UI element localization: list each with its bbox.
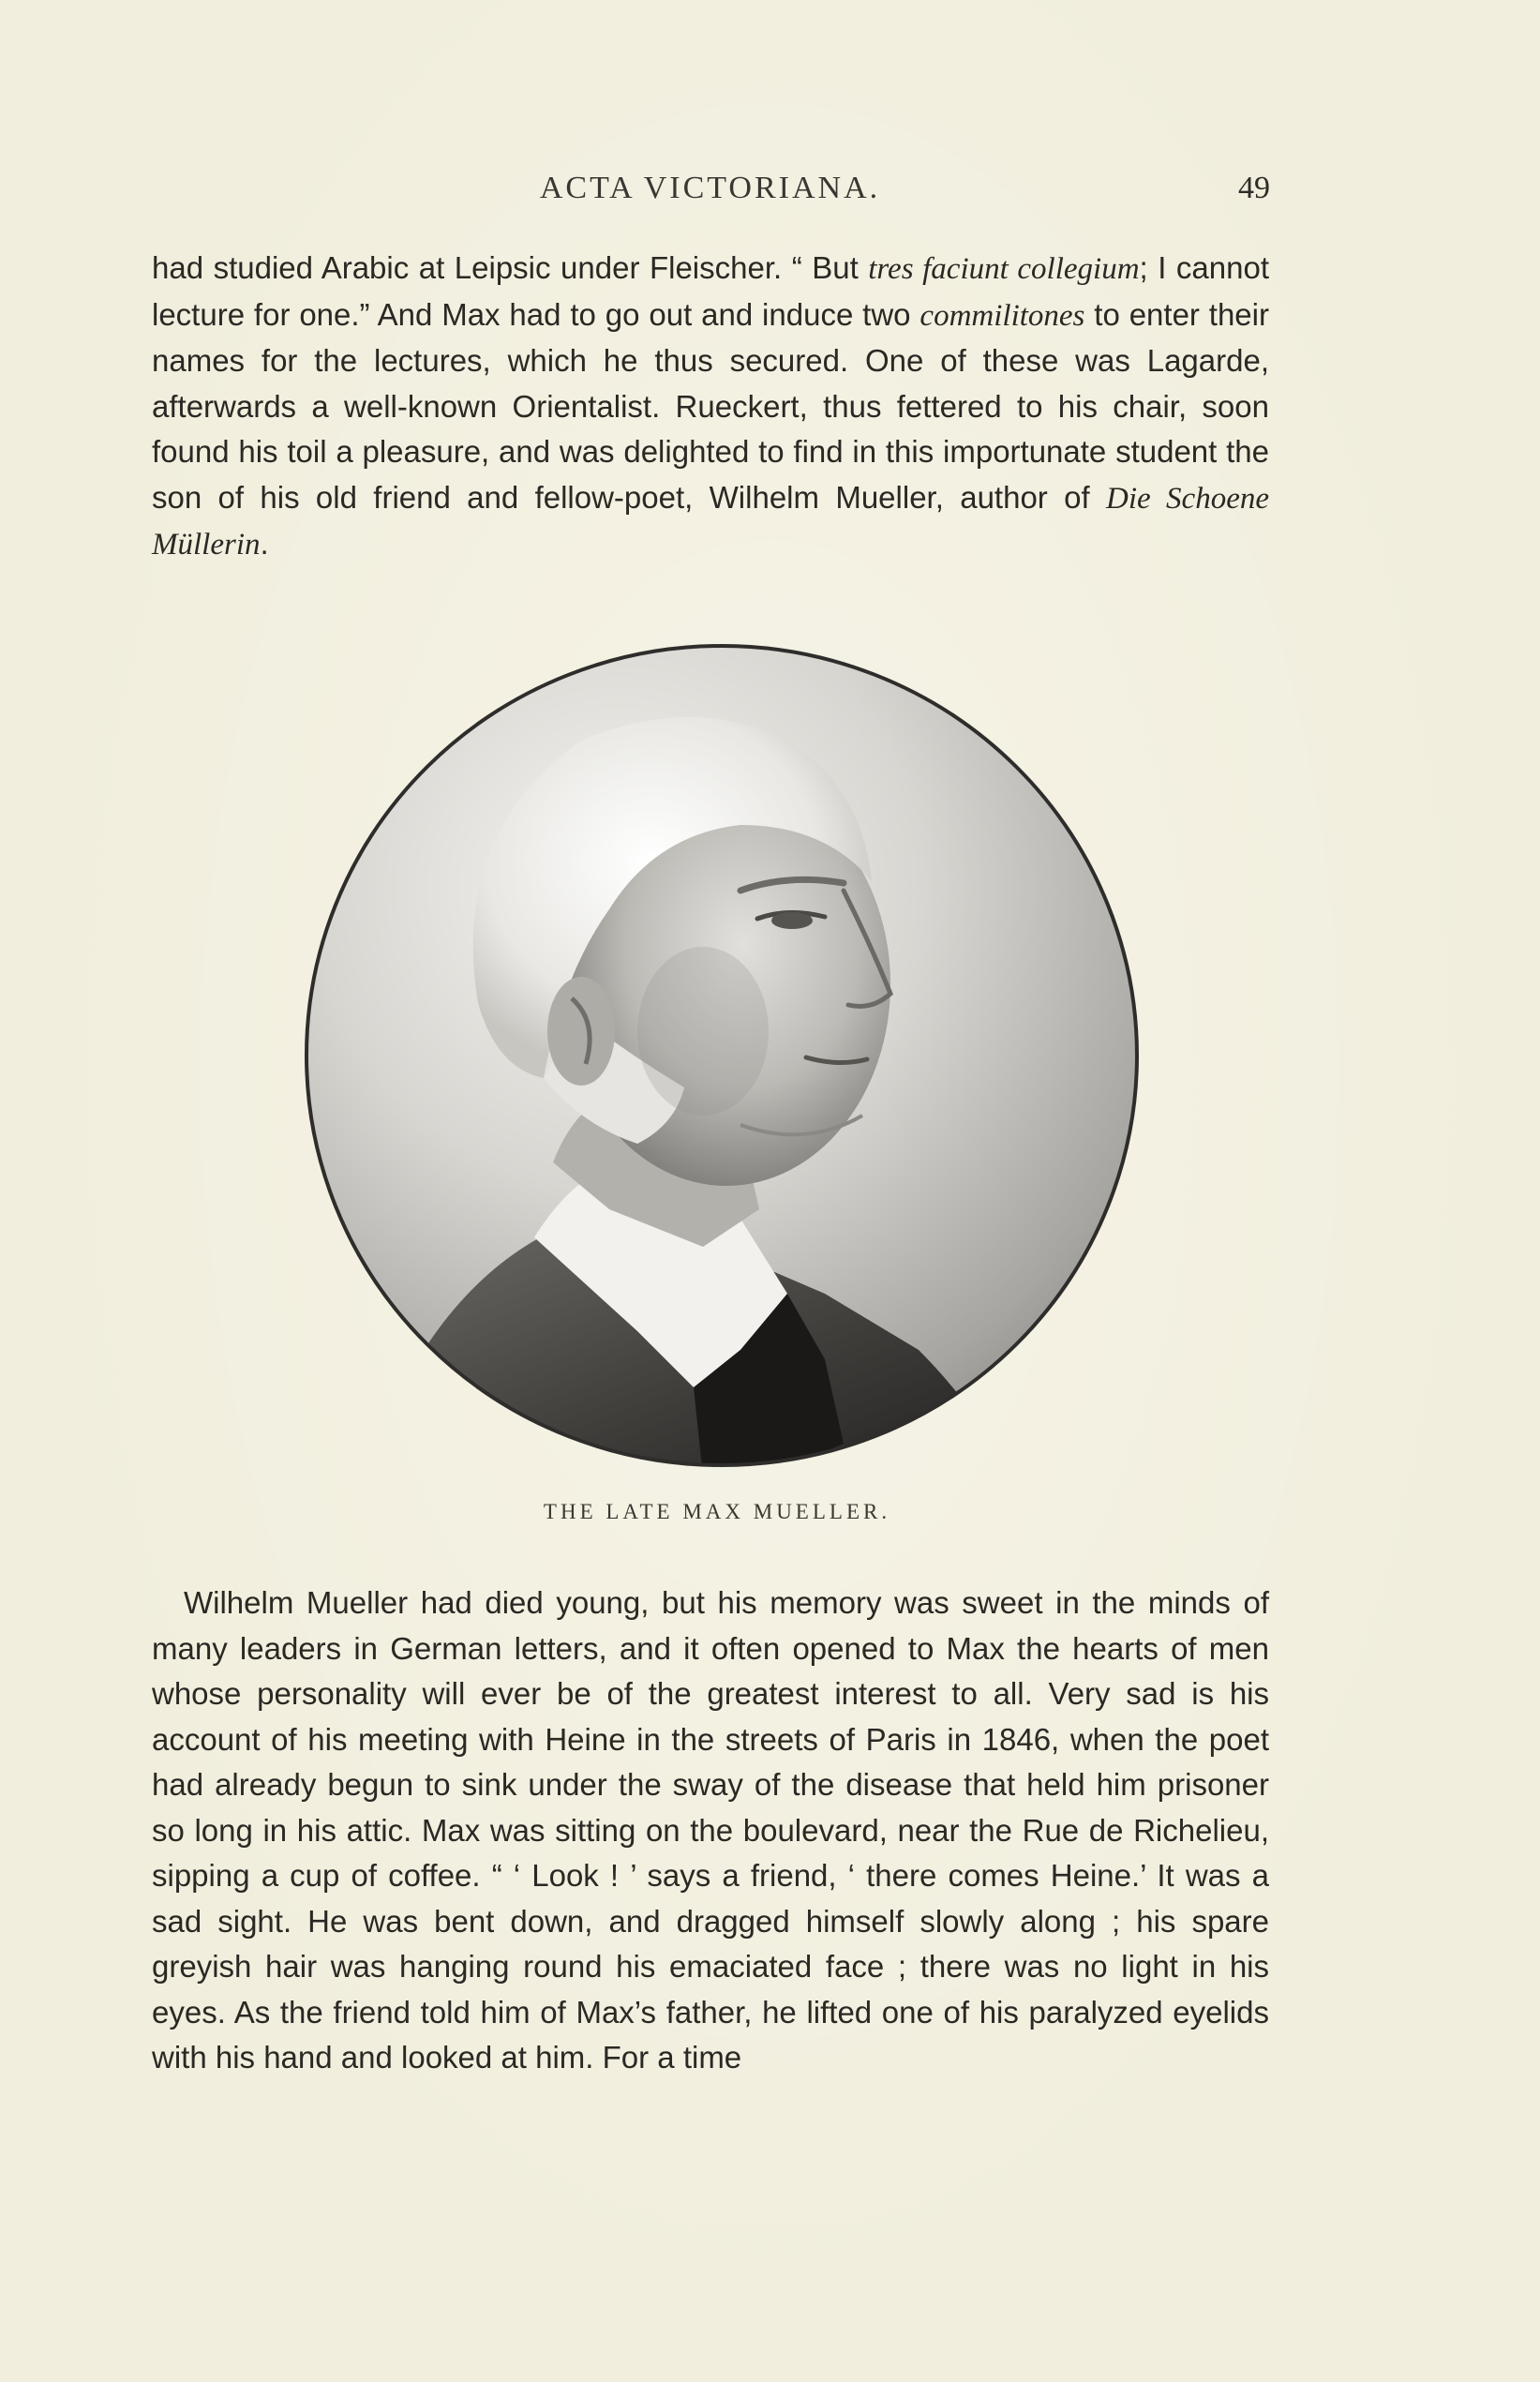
paragraph-1-italic-b: commilitones <box>920 298 1085 333</box>
running-title: ACTA VICTORIANA. <box>539 171 881 205</box>
paragraph-2: Wilhelm Mueller had died young, but his memory was sweet in the minds of many leaders in German letters, and it often opened to Max the hearts of men whose personality will ever be of the greatest interest to all. Very sad is his account of his meeting with Heine in the streets of Paris in 1846, when the poet had already begun to sink under the sway of the disease that held him prisoner so long in his attic. Max was sitting on the boulevard, near the Rue de Richelieu, sipping a cup of coffee. “ ‘ Look ! ’ says a friend, ‘ there comes Heine.’ It was a sad sight. He was bent down, and dragged himself slowly along ; his spare greyish hair was hanging round his emaciated face ; there was no light in his eyes. As the friend told him of Max’s father, he lifted one of his paralyzed eyelids with his hand and looked at him. For a time <box>152 1585 1269 2075</box>
running-head <box>150 171 1270 216</box>
paragraph-1-italic-c: Die Schoene Müllerin <box>152 481 1269 562</box>
paragraph-1-text-b: ; I cannot lecture for one.” And Max had to go out and induce two <box>152 250 1269 332</box>
portrait-figure <box>300 637 1144 1476</box>
portrait-image <box>300 637 1144 1476</box>
paragraph-1-text-c: to enter their names for the lectures, which he thus secured. One of these was Lagarde, afterwards a well-known Orientalist. Rueckert, thus fettered to his chair, soon found his toil a pleasure, and was delighted to find in this importunate student the son of his old friend and fellow-poet, Wilhelm Mueller, author of <box>152 296 1269 515</box>
page-number: 49 <box>1238 171 1270 205</box>
paragraph-1 <box>152 246 1269 568</box>
figure-caption: THE LATE MAX MUELLER. <box>543 1500 891 1523</box>
paragraph-1-text-a: had studied Arabic at Leipsic under Fleischer. “ But <box>152 250 869 285</box>
paragraph-1-text-d: . <box>260 526 269 561</box>
paragraph-1-italic-a: tres faciunt collegium <box>868 252 1140 286</box>
